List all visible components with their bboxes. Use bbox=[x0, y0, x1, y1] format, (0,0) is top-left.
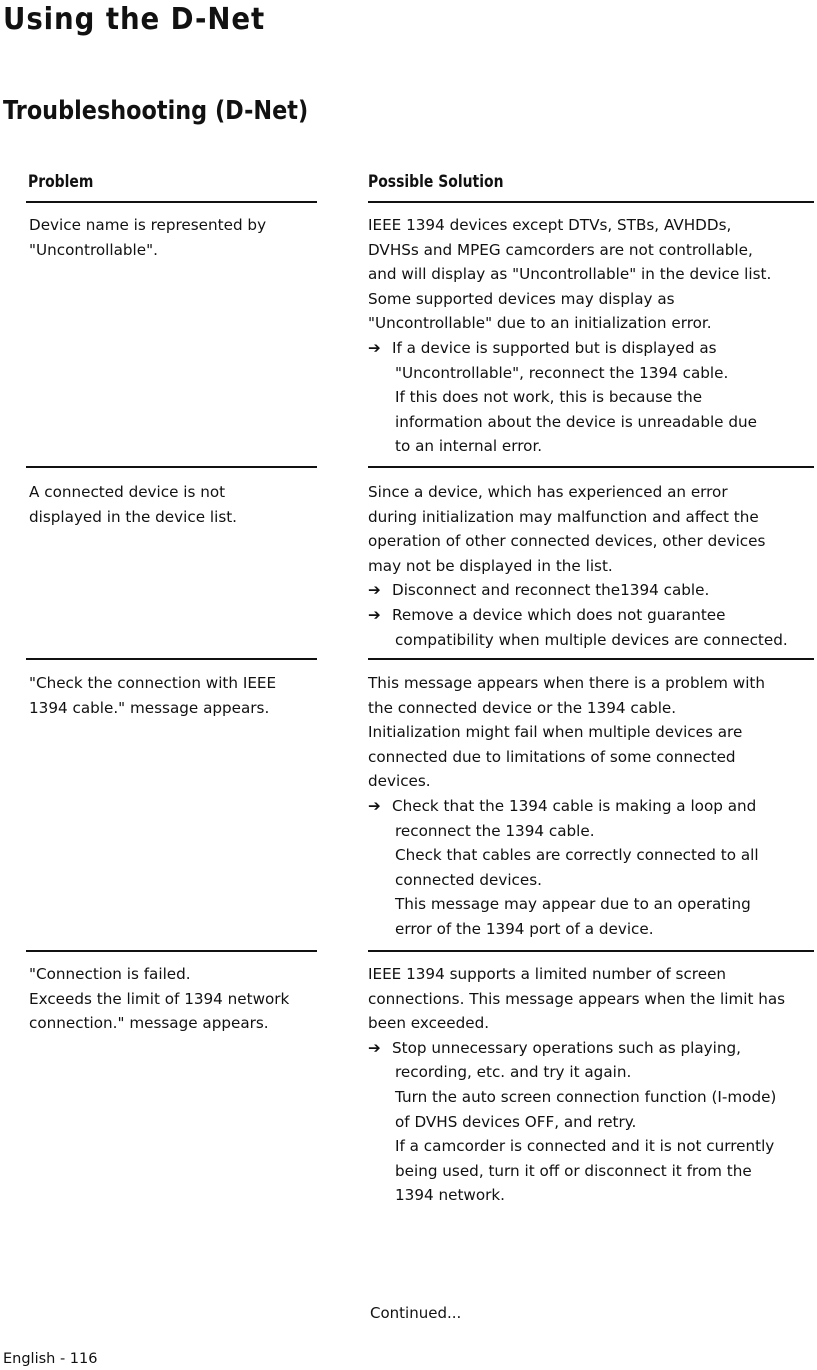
problem-line: displayed in the device list. bbox=[29, 507, 238, 526]
arrow-right-icon: ➔ bbox=[368, 605, 381, 624]
arrow-right-icon: ➔ bbox=[368, 1038, 381, 1057]
solution-line: reconnect the 1394 cable. bbox=[395, 821, 595, 840]
row-divider bbox=[26, 658, 317, 660]
solution-line: Check that cables are correctly connected to all bbox=[395, 846, 759, 865]
solution-bullet-text: Disconnect and reconnect the1394 cable. bbox=[392, 581, 710, 600]
solution-line: "Uncontrollable" due to an initialization error. bbox=[368, 314, 712, 333]
row-2-solution bbox=[368, 480, 788, 652]
solution-line: to an internal error. bbox=[395, 437, 543, 456]
solution-line: and will display as "Uncontrollable" in the device list. bbox=[368, 265, 772, 284]
solution-bullet-line bbox=[368, 336, 771, 361]
solution-line: connected due to limitations of some connected bbox=[368, 747, 736, 766]
solution-line: If this does not work, this is because the bbox=[395, 388, 703, 407]
problem-line: Exceeds the limit of 1394 network bbox=[29, 989, 290, 1008]
solution-bullet-line bbox=[368, 578, 788, 603]
problem-line: connection." message appears. bbox=[29, 1014, 269, 1033]
solution-line: recording, etc. and try it again. bbox=[395, 1063, 632, 1082]
column-header-solution: Possible Solution bbox=[368, 172, 504, 192]
row-2-problem bbox=[29, 480, 237, 529]
solution-bullet-text: Check that the 1394 cable is making a loop and bbox=[392, 796, 757, 815]
problem-line: Device name is represented by bbox=[29, 216, 267, 234]
solution-line: Since a device, which has experienced an error bbox=[368, 483, 728, 501]
row-divider bbox=[368, 658, 814, 660]
row-divider bbox=[26, 466, 317, 468]
solution-line: If a camcorder is connected and it is not currently bbox=[395, 1137, 775, 1156]
solution-line: "Uncontrollable", reconnect the 1394 cable. bbox=[395, 363, 729, 382]
column-header-problem: Problem bbox=[28, 172, 94, 192]
solution-bullet-text: Remove a device which does not guarantee bbox=[392, 605, 726, 624]
problem-line: "Check the connection with IEEE bbox=[29, 674, 277, 692]
solution-line: Some supported devices may display as bbox=[368, 289, 675, 308]
solution-line: information about the device is unreadable due bbox=[395, 412, 757, 431]
solution-bullet-text: Stop unnecessary operations such as playing, bbox=[392, 1038, 741, 1057]
solution-bullet-line bbox=[368, 794, 765, 819]
solution-line: error of the 1394 port of a device. bbox=[395, 919, 654, 938]
row-divider bbox=[368, 950, 814, 952]
row-1-solution bbox=[368, 213, 771, 459]
problem-line: "Connection is failed. bbox=[29, 965, 191, 983]
arrow-right-icon: ➔ bbox=[368, 796, 381, 815]
solution-line: IEEE 1394 supports a limited number of screen bbox=[368, 965, 727, 983]
row-1-problem bbox=[29, 213, 266, 262]
solution-line: 1394 network. bbox=[395, 1186, 505, 1205]
row-divider bbox=[368, 466, 814, 468]
solution-line: connected devices. bbox=[395, 870, 542, 889]
solution-line: compatibility when multiple devices are connected. bbox=[395, 630, 788, 649]
solution-line: Initialization might fail when multiple devices are bbox=[368, 723, 743, 742]
solution-line: DVHSs and MPEG camcorders are not controllable, bbox=[368, 240, 753, 259]
solution-bullet-line bbox=[368, 603, 788, 628]
header-rule-solution bbox=[368, 201, 814, 203]
solution-line: IEEE 1394 devices except DTVs, STBs, AVHDDs, bbox=[368, 216, 732, 234]
solution-line: Turn the auto screen connection function (I-mode) bbox=[395, 1087, 777, 1106]
solution-line: being used, turn it off or disconnect it from the bbox=[395, 1161, 752, 1180]
page-footer: English - 116 bbox=[3, 1351, 98, 1367]
arrow-right-icon: ➔ bbox=[368, 338, 381, 357]
page-title: Using the D-Net bbox=[3, 2, 266, 37]
solution-line: operation of other connected devices, other devices bbox=[368, 532, 766, 551]
solution-line: of DVHS devices OFF, and retry. bbox=[395, 1112, 637, 1131]
row-divider bbox=[26, 950, 317, 952]
solution-line: the connected device or the 1394 cable. bbox=[368, 698, 677, 717]
problem-line: A connected device is not bbox=[29, 483, 226, 501]
solution-line: may not be displayed in the list. bbox=[368, 556, 613, 575]
solution-line: been exceeded. bbox=[368, 1014, 490, 1033]
solution-line: devices. bbox=[368, 772, 431, 791]
arrow-right-icon: ➔ bbox=[368, 581, 381, 600]
solution-bullet-text: If a device is supported but is displayed as bbox=[392, 338, 717, 357]
solution-bullet-line bbox=[368, 1036, 785, 1061]
section-title: Troubleshooting (D-Net) bbox=[3, 96, 309, 126]
problem-line: 1394 cable." message appears. bbox=[29, 698, 270, 717]
header-rule-problem bbox=[26, 201, 317, 203]
problem-line: "Uncontrollable". bbox=[29, 240, 158, 259]
solution-line: during initialization may malfunction and affect the bbox=[368, 507, 759, 526]
row-4-solution bbox=[368, 962, 785, 1208]
continued-note: Continued... bbox=[370, 1304, 462, 1322]
row-3-problem bbox=[29, 671, 276, 720]
row-4-problem bbox=[29, 962, 289, 1036]
solution-line: connections. This message appears when the limit has bbox=[368, 989, 786, 1008]
solution-line: This message appears when there is a problem with bbox=[368, 674, 766, 692]
row-3-solution bbox=[368, 671, 765, 942]
solution-line: This message may appear due to an operating bbox=[395, 895, 751, 914]
